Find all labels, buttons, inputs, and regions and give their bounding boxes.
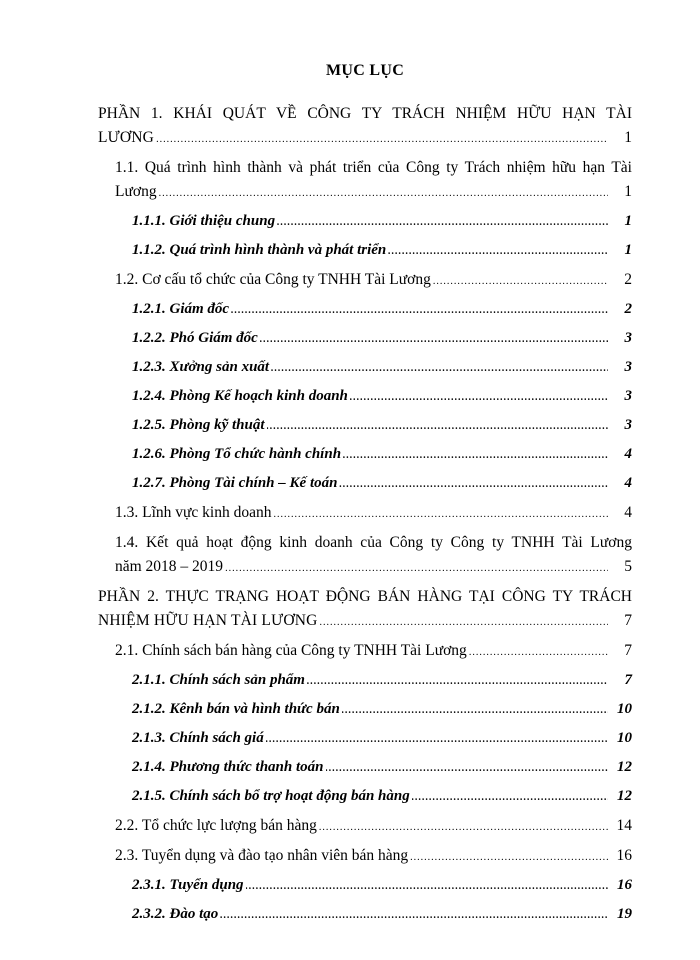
toc-entry[interactable]	[98, 355, 632, 381]
dot-leader	[339, 471, 608, 497]
page-number: 3	[624, 417, 632, 433]
dot-leader	[433, 268, 608, 294]
page-number: 7	[624, 612, 632, 629]
toc-entry-text: PHẦN 1. KHÁI QUÁT VỀ CÔNG TY TRÁCH NHIỆM HỮU HẠN TÀI	[98, 105, 632, 122]
toc-entry[interactable]	[98, 844, 632, 870]
page-number: 2	[624, 301, 632, 317]
toc-entry[interactable]	[98, 156, 632, 206]
toc-entry[interactable]	[98, 501, 632, 527]
page-number: 2	[624, 271, 632, 288]
toc-entry[interactable]	[98, 531, 632, 581]
dot-leader	[159, 180, 608, 206]
dot-leader	[388, 238, 608, 264]
toc-entry[interactable]	[98, 873, 632, 899]
dot-leader	[350, 384, 608, 410]
toc-entry[interactable]	[98, 639, 632, 665]
toc-entry-line	[132, 413, 632, 439]
toc-entry-text: 1.2.3. Xưởng sản xuất	[132, 359, 270, 375]
toc-entry[interactable]	[98, 726, 632, 752]
dot-leader	[267, 413, 608, 439]
toc-entry-line	[132, 209, 632, 235]
toc-entry-text: 2.1. Chính sách bán hàng của Công ty TNHH Tài Lương	[115, 642, 467, 659]
toc-entry-text: 2.1.1. Chính sách sản phẩm	[132, 672, 305, 688]
dot-leader	[260, 326, 608, 352]
toc-entry-text: 2.3.2. Đào tạo	[132, 906, 219, 922]
toc-entry-line	[132, 668, 632, 694]
page-number: 3	[624, 388, 632, 404]
toc-entry-line	[115, 844, 632, 870]
dot-leader	[342, 697, 608, 723]
toc-entry-line	[132, 238, 632, 264]
toc-entry[interactable]	[98, 442, 632, 468]
dot-leader	[307, 668, 608, 694]
toc-entry-line	[115, 180, 632, 206]
page-number: 1	[624, 242, 632, 258]
toc-entry-text: 1.1.1. Giới thiệu chung	[132, 213, 276, 229]
toc-entry[interactable]	[98, 102, 632, 152]
toc-entry-text: 1.3. Lĩnh vực kinh doanh	[115, 504, 272, 521]
page-number: 3	[624, 359, 632, 375]
toc-entry[interactable]	[98, 814, 632, 840]
page-number: 1	[624, 183, 632, 200]
toc-entry-line	[115, 555, 632, 581]
toc-entry[interactable]	[98, 413, 632, 439]
toc-entry-line	[132, 784, 632, 810]
page-number: 4	[624, 504, 632, 521]
toc-entry-text: 1.1. Quá trình hình thành và phát triển của Công ty Trách nhiệm hữu hạn Tài	[115, 159, 632, 176]
page-number: 10	[617, 730, 632, 746]
table-of-contents	[98, 98, 632, 928]
toc-entry-line	[132, 297, 632, 323]
toc-entry[interactable]	[98, 668, 632, 694]
dot-leader	[343, 442, 608, 468]
toc-entry-text: 2.1.2. Kênh bán và hình thức bán	[132, 701, 340, 717]
toc-entry-line	[115, 268, 632, 294]
toc-entry-text: 2.3.1. Tuyển dụng	[132, 877, 244, 893]
dot-leader	[231, 297, 608, 323]
dot-leader	[266, 726, 608, 752]
toc-entry-line	[132, 471, 632, 497]
dot-leader	[277, 209, 608, 235]
page-number: 3	[624, 330, 632, 346]
toc-entry-line	[132, 384, 632, 410]
page-number: 12	[617, 759, 632, 775]
toc-entry-text: 2.1.4. Phương thức thanh toán	[132, 759, 324, 775]
page-number: 7	[624, 672, 632, 688]
toc-entry-line	[132, 755, 632, 781]
toc-entry-line	[132, 442, 632, 468]
page-number: 16	[616, 847, 632, 864]
toc-entry-line	[132, 326, 632, 352]
toc-entry-text: 2.2. Tổ chức lực lượng bán hàng	[115, 817, 317, 834]
toc-entry[interactable]	[98, 209, 632, 235]
toc-entry[interactable]	[98, 297, 632, 323]
dot-leader	[246, 873, 608, 899]
toc-entry[interactable]	[98, 902, 632, 928]
toc-entry[interactable]	[98, 238, 632, 264]
dot-leader	[156, 126, 608, 152]
toc-entry-text: PHẦN 2. THỰC TRẠNG HOẠT ĐỘNG BÁN HÀNG TẠI CÔNG TY TRÁCH	[98, 588, 632, 605]
toc-entry[interactable]	[98, 268, 632, 294]
toc-entry-text: 2.3. Tuyển dụng và đào tạo nhân viên bán hàng	[115, 847, 409, 864]
toc-entry[interactable]	[98, 755, 632, 781]
toc-entry-text: 1.2.2. Phó Giám đốc	[132, 330, 258, 346]
toc-entry-line	[132, 726, 632, 752]
page-number: 12	[617, 788, 632, 804]
page-number: 14	[616, 817, 632, 834]
toc-entry-text: 1.2.5. Phòng kỹ thuật	[132, 417, 265, 433]
toc-entry-text: LƯƠNG	[98, 129, 155, 146]
toc-entry-text: 1.4. Kết quả hoạt động kinh doanh của Công ty Công ty TNHH Tài Lương	[115, 534, 632, 551]
toc-entry-line	[98, 609, 632, 635]
toc-entry[interactable]	[98, 784, 632, 810]
toc-entry-text: 1.2.4. Phòng Kế hoạch kinh doanh	[132, 388, 348, 404]
dot-leader	[326, 755, 609, 781]
toc-entry-text: Lương	[115, 183, 157, 200]
toc-entry-text: 2.1.5. Chính sách bổ trợ hoạt động bán hàng	[132, 788, 410, 804]
toc-entry-line	[132, 355, 632, 381]
dot-leader	[410, 844, 608, 870]
page-number: 4	[624, 475, 632, 491]
toc-entry-line	[132, 697, 632, 723]
toc-entry-line	[132, 873, 632, 899]
toc-entry[interactable]	[98, 697, 632, 723]
toc-entry-line	[132, 902, 632, 928]
dot-leader	[274, 501, 609, 527]
toc-entry-line	[115, 501, 632, 527]
page-number: 1	[624, 213, 632, 229]
dot-leader	[319, 814, 608, 840]
page-number: 1	[624, 129, 632, 146]
toc-entry-text: 1.2. Cơ cấu tổ chức của Công ty TNHH Tài Lương	[115, 271, 431, 288]
toc-entry-line	[98, 126, 632, 152]
toc-entry-text: NHIỆM HỮU HẠN TÀI LƯƠNG	[98, 612, 318, 629]
toc-entry-text: 1.2.1. Giám đốc	[132, 301, 230, 317]
page-number: 10	[617, 701, 632, 717]
dot-leader	[469, 639, 608, 665]
dot-leader	[320, 609, 608, 635]
toc-entry-line	[115, 814, 632, 840]
dot-leader	[271, 355, 608, 381]
toc-entry-text: năm 2018 – 2019	[115, 558, 224, 575]
page-number: 4	[624, 446, 632, 462]
toc-title: MỤC LỤC	[325, 62, 405, 79]
page-number: 19	[617, 906, 632, 922]
toc-entry-text: 1.2.6. Phòng Tổ chức hành chính	[132, 446, 342, 462]
toc-entry[interactable]	[98, 384, 632, 410]
page-number: 5	[624, 558, 632, 575]
toc-entry[interactable]	[98, 585, 632, 635]
toc-entry[interactable]	[98, 471, 632, 497]
dot-leader	[412, 784, 608, 810]
dot-leader	[225, 555, 608, 581]
toc-entry-line	[115, 639, 632, 665]
page-number: 7	[624, 642, 632, 659]
toc-entry-text: 1.1.2. Quá trình hình thành và phát triển	[132, 242, 387, 258]
page-number: 16	[617, 877, 632, 893]
dot-leader	[220, 902, 608, 928]
toc-entry-text: 2.1.3. Chính sách giá	[132, 730, 264, 746]
toc-entry-text: 1.2.7. Phòng Tài chính – Kế toán	[132, 475, 338, 491]
toc-entry[interactable]	[98, 326, 632, 352]
